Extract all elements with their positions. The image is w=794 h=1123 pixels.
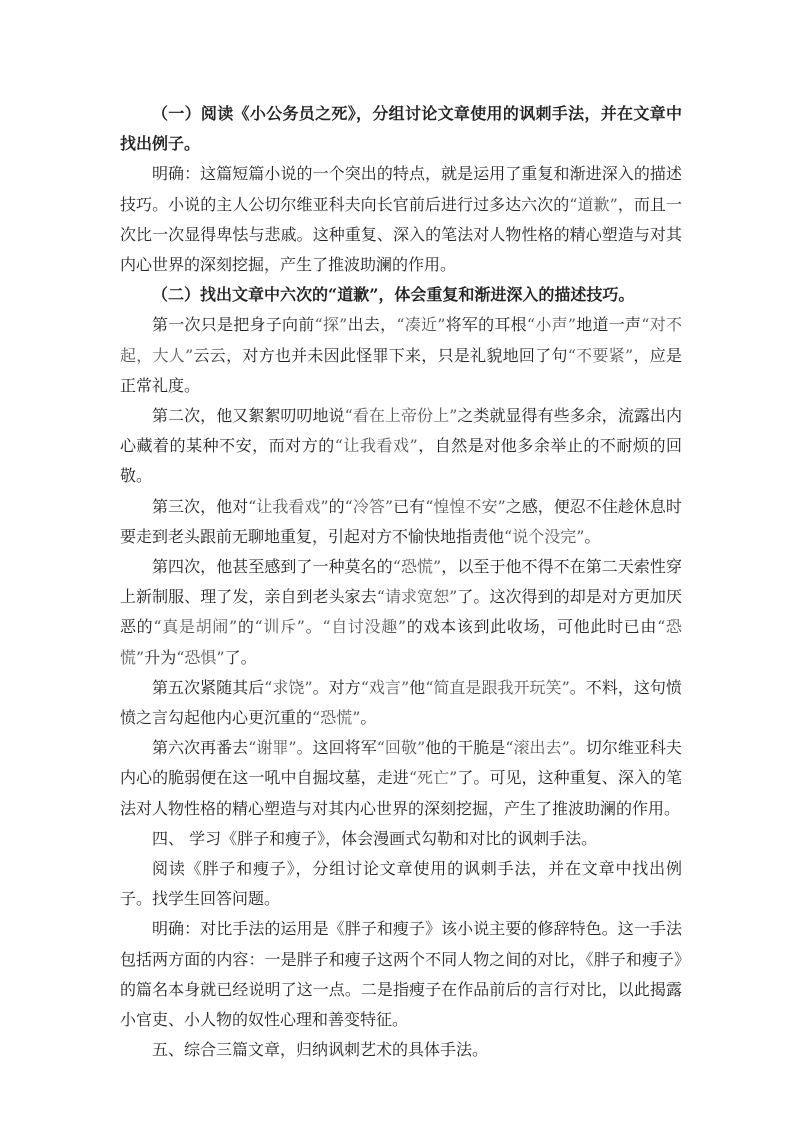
quoted-text: “看在上帝份上” xyxy=(344,406,458,426)
paragraph-text: 将军的耳根 xyxy=(445,315,527,335)
paragraph-text: 了。 xyxy=(224,647,257,667)
paragraph-text: 。 xyxy=(304,617,323,637)
body-paragraph xyxy=(120,552,682,673)
quoted-text: “冷答” xyxy=(344,496,394,516)
paragraph-text: （一）阅读《小公务员之死》，分组讨论文章使用的讽刺手法，并在文章中找出例子。 xyxy=(120,104,682,154)
quoted-text: “恐慌” xyxy=(392,557,442,577)
paragraph-text: 之感，便忍不住趁休息时要走到老头跟前无聊地重复，引起对方不愉快地指责他 xyxy=(120,496,682,546)
body-paragraph xyxy=(120,159,682,280)
paragraph-text: 明确：对比手法的运用是《胖子和瘦子》该小说主要的修辞特色。这一手法包括两方面的内容：一是胖子和瘦子这两个不同人物之间的对比，《胖子和瘦子》的篇名本身就已经说明了这一点。二是指瘦子在作品前后的言行对比，以此揭露小官吏、小人物的奴性心理和善变特征。 xyxy=(120,919,682,1030)
paragraph-text: 的戏本该到此收场，可他此时已由 xyxy=(406,617,658,637)
body-paragraph xyxy=(120,1035,682,1065)
quoted-text: “戏言” xyxy=(360,677,410,697)
paragraph-text: 。 xyxy=(584,526,601,546)
paragraph-text: 。对方 xyxy=(312,677,361,697)
paragraph-text: ，自然是对他多余举止的不耐烦的回敬。 xyxy=(120,436,682,486)
quoted-text: “道歉” xyxy=(569,194,618,214)
paragraph-text: 。不料，这句愤愤之言勾起他内心更沉重的 xyxy=(120,677,682,728)
quoted-text: “谢罪” xyxy=(248,738,297,758)
quoted-text: “回敬” xyxy=(376,738,426,758)
paragraph-text: 。 xyxy=(360,708,377,728)
paragraph-text: 的 xyxy=(237,617,255,637)
quoted-text: “训斥” xyxy=(254,617,305,637)
quoted-text: “真是胡闹” xyxy=(153,617,238,637)
quoted-text: “探” xyxy=(314,315,348,335)
quoted-text: “不要紧” xyxy=(567,345,634,365)
quoted-text: “说个没完” xyxy=(504,526,585,546)
body-paragraph xyxy=(120,914,682,1035)
section-heading xyxy=(120,280,682,310)
paragraph-text: ，而且一次比一次显得卑怯与悲戚。这种重复、深入的笔法对人物性格的精心塑造与对其内心世界的深刻挖掘，产生了推波助澜的作用。 xyxy=(120,194,682,275)
quoted-text: “恐惧” xyxy=(176,647,225,667)
paragraph-text: ，应是正常礼度。 xyxy=(120,345,682,395)
quoted-text: “恐慌” xyxy=(120,617,682,667)
quoted-text: “自讨没趣” xyxy=(322,617,407,637)
quoted-text: “请求宽恕” xyxy=(376,587,458,607)
paragraph-text: （二）找出文章中六次的“道歉”，体会重复和渐进深入的描述技巧。 xyxy=(152,285,635,305)
paragraph-text: 地道一声 xyxy=(576,315,642,335)
paragraph-text: 升为 xyxy=(144,647,177,667)
paragraph-text: 第一次只是把身子向前 xyxy=(152,315,315,335)
paragraph-text: 他的干脆是 xyxy=(425,738,506,758)
document-page xyxy=(120,99,682,1066)
quoted-text: “对不起，大人” xyxy=(120,315,682,365)
paragraph-text: 的 xyxy=(328,496,345,516)
body-paragraph xyxy=(120,673,682,733)
paragraph-text: 他 xyxy=(409,677,426,697)
body-paragraph xyxy=(120,492,682,552)
body-paragraph xyxy=(120,401,682,492)
body-paragraph xyxy=(120,854,682,914)
paragraph-text: 第五次紧随其后 xyxy=(152,677,265,697)
paragraph-text: 五、综合三篇文章，归纳讽刺艺术的具体手法。 xyxy=(152,1040,489,1060)
paragraph-text: 阅读《胖子和瘦子》，分组讨论文章使用的讽刺手法，并在文章中找出例子。找学生回答问题。 xyxy=(120,859,682,909)
paragraph-text: 。这回将军 xyxy=(296,738,377,758)
quoted-text: “滚出去” xyxy=(505,738,570,758)
paragraph-text: 第二次，他又絮絮叨叨地说 xyxy=(152,406,345,426)
paragraph-text: 云云，对方也并未因此怪罪下来，只是礼貌地回了句 xyxy=(193,345,568,365)
body-paragraph xyxy=(120,310,682,401)
paragraph-text: 四、 学习《胖子和瘦子》，体会漫画式勾勒和对比的讽刺手法。 xyxy=(152,828,598,848)
paragraph-text: 已有 xyxy=(393,496,426,516)
paragraph-text: 出去， xyxy=(347,315,397,335)
quoted-text: “让我看戏” xyxy=(334,436,418,456)
paragraph-text: 了。这次得到的却是对方更加厌恶的 xyxy=(120,587,682,637)
paragraph-text: 明确：这篇短篇小说的一个突出的特点，就是运用了重复和渐进深入的描述技巧。小说的主人公切尔维亚科夫向长官前后进行过多达六次的 xyxy=(120,164,682,214)
paragraph-text: ，以至于他不得不在第二天索性穿上新制服、理了发，亲自到老头家去 xyxy=(120,557,682,607)
paragraph-text: 第四次，他甚至感到了一种莫名的 xyxy=(152,557,393,577)
body-paragraph xyxy=(120,824,682,854)
quoted-text: “求饶” xyxy=(264,677,313,697)
quoted-text: “小声” xyxy=(526,315,577,335)
quoted-text: “死亡” xyxy=(408,768,458,788)
quoted-text: “恐慌” xyxy=(312,708,361,728)
paragraph-text: 了。可见，这种重复、深入的笔法对人物性格的精心塑造与对其内心世界的深刻挖掘，产生了推波助澜的作用。 xyxy=(120,768,682,818)
quoted-text: “凑近” xyxy=(396,315,446,335)
paragraph-text: 第六次再番去 xyxy=(152,738,249,758)
quoted-text: “简直是跟我开玩笑” xyxy=(425,677,570,697)
quoted-text: “让我看戏” xyxy=(248,496,329,516)
section-heading xyxy=(120,99,682,159)
paragraph-text: 第三次，他对 xyxy=(152,496,249,516)
body-paragraph xyxy=(120,733,682,824)
paragraph-text: 。切尔维亚科夫内心的脆弱便在这一吼中自掘坟墓，走进 xyxy=(120,738,682,788)
quoted-text: “惶惶不安” xyxy=(425,496,506,516)
paragraph-text: 之类就显得有些多余，流露出内心藏着的某种不安，而对方的 xyxy=(120,406,682,456)
